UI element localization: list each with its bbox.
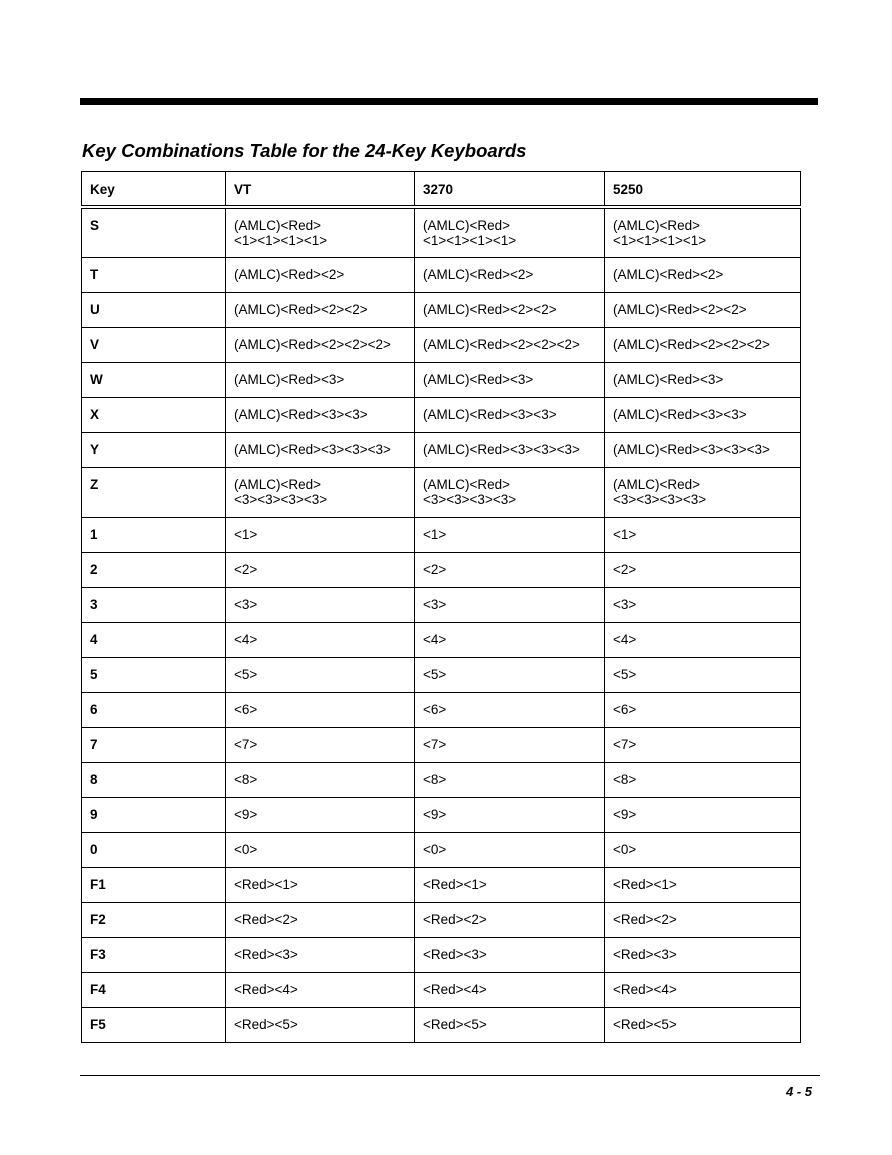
cell-line: (AMLC)<Red> [234,476,322,492]
cell-line: (AMLC)<Red> [423,476,511,492]
cell-key: F1 [82,867,226,902]
cell-5250 [605,622,801,657]
cell-5250 [605,292,801,327]
cell-3270 [415,972,605,1007]
cell-line: (AMLC)<Red> [423,218,511,233]
cell-3270 [415,257,605,292]
cell-line: <7> [613,736,637,752]
cell-line: <Red><2> [613,911,677,927]
cell-line: <9> [613,806,637,822]
table-row [82,207,801,257]
cell-line: <5> [234,666,258,682]
cell-vt [226,797,415,832]
table-row [82,692,801,727]
cell-3270 [415,622,605,657]
cell-5250 [605,692,801,727]
cell-5250 [605,1007,801,1042]
cell-key: 7 [82,727,226,762]
cell-5250 [605,762,801,797]
cell-5250 [605,657,801,692]
cell-vt [226,867,415,902]
cell-key: 5 [82,657,226,692]
cell-line: (AMLC)<Red> [613,218,701,233]
cell-3270 [415,727,605,762]
cell-line: <Red><4> [423,981,487,997]
cell-line: (AMLC)<Red><2><2> [234,301,368,317]
table-row [82,327,801,362]
cell-vt [226,207,415,257]
cell-key: U [82,292,226,327]
cell-line: <Red><4> [613,981,677,997]
cell-line: <4> [613,631,637,647]
table-row [82,432,801,467]
cell-vt [226,397,415,432]
table-row [82,902,801,937]
table-row [82,467,801,517]
cell-line: (AMLC)<Red><2><2><2> [423,336,580,352]
cell-vt [226,552,415,587]
cell-key: 6 [82,692,226,727]
cell-vt [226,292,415,327]
cell-3270 [415,692,605,727]
header-3270: 3270 [415,172,605,208]
table-row [82,867,801,902]
cell-line: <Red><3> [234,946,298,962]
table-row [82,972,801,1007]
cell-key: W [82,362,226,397]
cell-line: <6> [423,701,447,717]
cell-5250 [605,867,801,902]
cell-key: F2 [82,902,226,937]
cell-line: (AMLC)<Red><3><3><3> [613,441,770,457]
cell-line: (AMLC)<Red><3><3><3> [423,441,580,457]
cell-5250 [605,552,801,587]
cell-3270 [415,552,605,587]
cell-vt [226,902,415,937]
cell-line: <Red><1> [423,876,487,892]
table-row [82,727,801,762]
cell-line: <2> [423,561,447,577]
cell-line: (AMLC)<Red><3><3> [234,406,368,422]
cell-3270 [415,902,605,937]
cell-line: (AMLC)<Red> [613,476,701,492]
cell-line: (AMLC)<Red><2><2> [613,301,747,317]
cell-vt [226,762,415,797]
cell-3270 [415,327,605,362]
cell-3270 [415,292,605,327]
cell-vt [226,832,415,867]
cell-3270 [415,937,605,972]
cell-vt [226,467,415,517]
cell-line: (AMLC)<Red> [234,218,322,233]
cell-vt [226,587,415,622]
top-rule [80,98,818,105]
page-number: 4 - 5 [785,1084,812,1099]
cell-vt [226,1007,415,1042]
cell-5250 [605,937,801,972]
cell-line: <Red><3> [423,946,487,962]
table-row [82,832,801,867]
cell-line: <1><1><1><1> [613,233,707,248]
cell-line: (AMLC)<Red><2> [423,266,534,282]
cell-3270 [415,832,605,867]
cell-5250 [605,327,801,362]
cell-line: (AMLC)<Red><2><2><2> [234,336,391,352]
cell-vt [226,432,415,467]
cell-3270 [415,587,605,622]
cell-line: <3><3><3><3> [613,491,707,507]
cell-3270 [415,657,605,692]
cell-line: (AMLC)<Red><2><2> [423,301,557,317]
cell-line: <Red><1> [613,876,677,892]
cell-line: <4> [423,631,447,647]
cell-vt [226,727,415,762]
table-row [82,657,801,692]
cell-line: <2> [613,561,637,577]
cell-line: <2> [234,561,258,577]
cell-line: <1> [613,526,637,542]
cell-5250 [605,207,801,257]
cell-5250 [605,587,801,622]
cell-line: <8> [613,771,637,787]
cell-vt [226,937,415,972]
cell-3270 [415,762,605,797]
table-body [82,207,801,1042]
cell-key: 0 [82,832,226,867]
cell-key: 8 [82,762,226,797]
table-row [82,517,801,552]
cell-key: F3 [82,937,226,972]
cell-5250 [605,432,801,467]
cell-line: <9> [234,806,258,822]
cell-key: 3 [82,587,226,622]
cell-5250 [605,257,801,292]
cell-key: 2 [82,552,226,587]
table-header [82,172,801,208]
cell-line: <0> [423,841,447,857]
cell-3270 [415,467,605,517]
cell-line: <Red><1> [234,876,298,892]
bottom-rule [80,1075,820,1076]
cell-key: Y [82,432,226,467]
cell-key: Z [82,467,226,517]
cell-key: F4 [82,972,226,1007]
cell-line: <Red><5> [613,1016,677,1032]
cell-key: 1 [82,517,226,552]
cell-3270 [415,362,605,397]
cell-key: 9 [82,797,226,832]
cell-3270 [415,1007,605,1042]
cell-vt [226,657,415,692]
cell-line: <Red><4> [234,981,298,997]
cell-key: 4 [82,622,226,657]
cell-line: <7> [423,736,447,752]
header-vt: VT [226,172,415,208]
header-row [82,172,801,208]
table-row [82,622,801,657]
table-row [82,797,801,832]
cell-line: <9> [423,806,447,822]
cell-3270 [415,432,605,467]
cell-3270 [415,397,605,432]
cell-vt [226,622,415,657]
cell-5250 [605,902,801,937]
cell-line: (AMLC)<Red><3> [613,371,724,387]
table-row [82,292,801,327]
table-row [82,587,801,622]
cell-key: V [82,327,226,362]
cell-line: (AMLC)<Red><3><3> [423,406,557,422]
cell-line: <3> [234,596,258,612]
cell-line: <3><3><3><3> [423,491,517,507]
cell-5250 [605,727,801,762]
cell-key: T [82,257,226,292]
cell-vt [226,327,415,362]
cell-line: <4> [234,631,258,647]
table-row [82,762,801,797]
cell-line: <8> [423,771,447,787]
cell-line: (AMLC)<Red><3><3><3> [234,441,391,457]
table-row [82,1007,801,1042]
cell-5250 [605,972,801,1007]
cell-vt [226,362,415,397]
cell-5250 [605,397,801,432]
cell-line: <3><3><3><3> [234,491,328,507]
cell-5250 [605,517,801,552]
cell-vt [226,517,415,552]
table-row [82,552,801,587]
cell-5250 [605,362,801,397]
cell-line: <1> [423,526,447,542]
cell-5250 [605,832,801,867]
cell-line: <1> [234,526,258,542]
cell-line: <Red><5> [234,1016,298,1032]
cell-line: (AMLC)<Red><2> [234,266,345,282]
cell-vt [226,692,415,727]
cell-line: <3> [613,596,637,612]
cell-line: <Red><2> [234,911,298,927]
cell-5250 [605,467,801,517]
cell-line: <1><1><1><1> [423,233,517,248]
table-row [82,937,801,972]
key-combinations-table [81,171,801,1043]
cell-3270 [415,797,605,832]
cell-vt [226,257,415,292]
cell-line: <Red><2> [423,911,487,927]
cell-line: <6> [234,701,258,717]
cell-line: <7> [234,736,258,752]
cell-key: S [82,207,226,257]
cell-3270 [415,867,605,902]
cell-line: (AMLC)<Red><2><2><2> [613,336,770,352]
header-5250: 5250 [605,172,801,208]
cell-line: <1><1><1><1> [234,233,328,248]
cell-line: <Red><3> [613,946,677,962]
cell-line: <5> [423,666,447,682]
table-row [82,397,801,432]
cell-vt [226,972,415,1007]
cell-line: (AMLC)<Red><3> [234,371,345,387]
cell-line: <Red><5> [423,1016,487,1032]
cell-line: <3> [423,596,447,612]
table-row [82,362,801,397]
table-row [82,257,801,292]
cell-line: (AMLC)<Red><3> [423,371,534,387]
cell-line: <0> [234,841,258,857]
cell-line: <0> [613,841,637,857]
cell-key: X [82,397,226,432]
header-key: Key [82,172,226,208]
cell-line: <5> [613,666,637,682]
cell-5250 [605,797,801,832]
cell-key: F5 [82,1007,226,1042]
page-title: Key Combinations Table for the 24-Key Keyboards [82,140,527,161]
cell-line: <6> [613,701,637,717]
cell-line: <8> [234,771,258,787]
cell-3270 [415,207,605,257]
cell-line: (AMLC)<Red><3><3> [613,406,747,422]
cell-line: (AMLC)<Red><2> [613,266,724,282]
cell-3270 [415,517,605,552]
